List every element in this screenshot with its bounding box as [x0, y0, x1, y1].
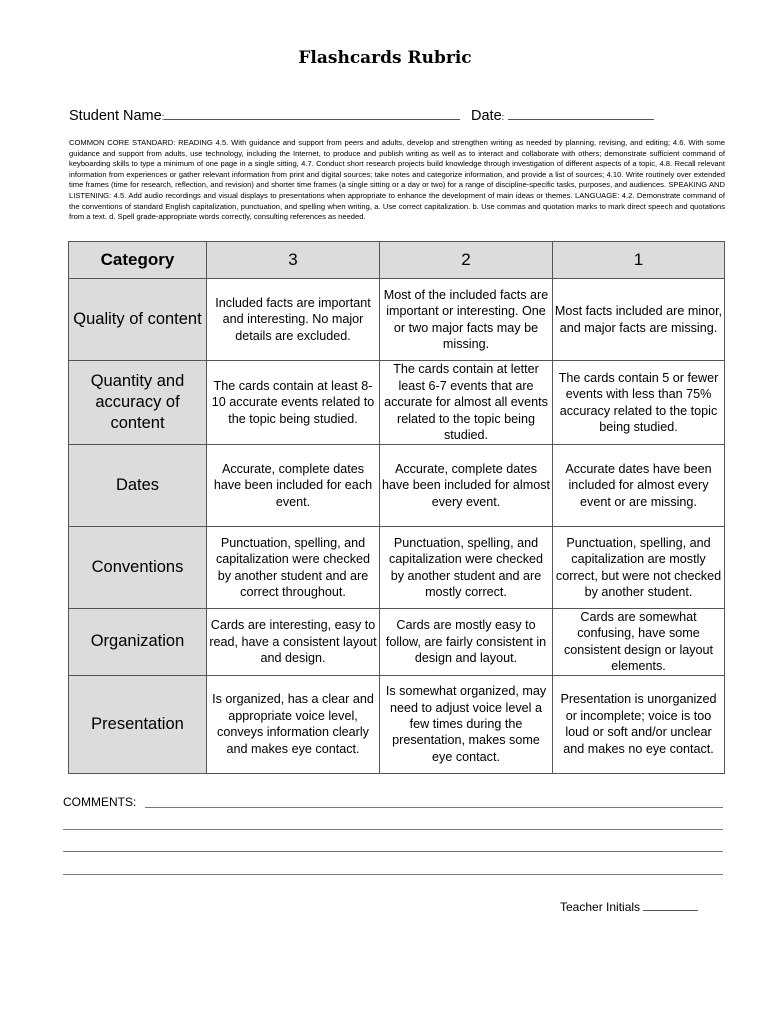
- header-category: Category: [69, 242, 207, 279]
- score-1-cell: Presentation is unorganized or incomplete; voice is too loud or soft and/or unclear and makes no eye contact.: [553, 675, 725, 773]
- score-2-cell: Accurate, complete dates have been included for almost every event.: [380, 445, 553, 527]
- student-name-field[interactable]: Student Name:: [69, 108, 460, 124]
- rubric-table: [68, 241, 725, 774]
- comments-line[interactable]: [63, 874, 723, 875]
- score-2-cell: Is somewhat organized, may need to adjust voice level a few times during the presentation, makes some eye contact.: [380, 675, 553, 773]
- rubric-header-row: [69, 242, 725, 279]
- rubric-row-quantity: [69, 361, 725, 445]
- rubric-row-conventions: [69, 527, 725, 609]
- rubric-row-dates: [69, 445, 725, 527]
- header-score-1: 1: [553, 242, 725, 279]
- teacher-initials-label: Teacher Initials: [560, 900, 641, 914]
- score-1-cell: Most facts included are minor, and major facts are missing.: [553, 279, 725, 361]
- score-1-cell: Accurate dates have been included for almost every event or are missing.: [553, 445, 725, 527]
- teacher-initials-field[interactable]: [560, 900, 698, 914]
- date-label: Date: [471, 108, 502, 124]
- score-1-cell: The cards contain 5 or fewer events with less than 75% accuracy related to the topic being studied.: [553, 361, 725, 445]
- score-3-cell: Is organized, has a clear and appropriate voice level, conveys information clearly and makes eye contact.: [207, 675, 380, 773]
- category-cell: Organization: [69, 609, 207, 676]
- date-blank[interactable]: [508, 119, 654, 120]
- rubric-row-quality: [69, 279, 725, 361]
- common-core-standard: COMMON CORE STANDARD: READING 4.5. With guidance and support from peers and adults, develop and strengthen writing as needed by planning, revising, and editing; 4.6. With some guidance and support from adults, use technology, including the Internet, to produce and publish writing as well as to interact and collaborate with others; demonstrate sufficient command of keyboarding skills to type a minimum of one page in a single sitting, 4.7. Conduct short research projects build knowledge through investigation of different aspects of a topic, 4.8. Recall relevant information from experiences or gather relevant information from print and digital sources; take notes and categorize information, and provide a list of sources; 4.10. Write routinely over extended time frames (time for research, reflection, and revision) and shorter time frames (a single sitting or a day or two) for a range of discipline-specific tasks, purposes, and audiences. SPEAKING AND LISTENING: 4.5. Add audio recordings and visual displays to presentations when appropriate to enhance the development of main ideas or themes. LANGUAGE: 4.2. Demonstrate command of the conventions of standard English capitalization, punctuation, and spelling when writing, a. Use correct capitalization. b. Use commas and quotation marks to mark direct speech and quotations from a text. d. Spell grade-appropriate words correctly, consulting references as needed.: [69, 138, 725, 222]
- score-2-cell: Cards are mostly easy to follow, are fairly consistent in design and layout.: [380, 609, 553, 676]
- category-cell: Dates: [69, 445, 207, 527]
- comments-line[interactable]: [63, 829, 723, 830]
- student-name-blank[interactable]: [164, 119, 460, 120]
- date-field[interactable]: Date:: [471, 108, 654, 124]
- student-name-label: Student Name: [69, 108, 162, 124]
- category-cell: Quantity and accuracy of content: [69, 361, 207, 445]
- comments-line[interactable]: [145, 807, 723, 808]
- score-1-cell: Cards are somewhat confusing, have some consistent design or layout elements.: [553, 609, 725, 676]
- page-title: Flashcards Rubric: [298, 48, 472, 68]
- score-3-cell: Punctuation, spelling, and capitalization were checked by another student and are correct throughout.: [207, 527, 380, 609]
- teacher-initials-blank[interactable]: [643, 910, 698, 911]
- score-2-cell: Punctuation, spelling, and capitalization were checked by another student and are mostly correct.: [380, 527, 553, 609]
- rubric-row-presentation: [69, 675, 725, 773]
- category-cell: Presentation: [69, 675, 207, 773]
- score-2-cell: The cards contain at letter least 6-7 events that are accurate for almost all events related to the topic being studied.: [380, 361, 553, 445]
- header-score-2: 2: [380, 242, 553, 279]
- comments-line[interactable]: [63, 851, 723, 852]
- category-cell: Conventions: [69, 527, 207, 609]
- header-score-3: 3: [207, 242, 380, 279]
- score-3-cell: Included facts are important and interesting. No major details are excluded.: [207, 279, 380, 361]
- score-1-cell: Punctuation, spelling, and capitalization are mostly correct, but were not checked by another student.: [553, 527, 725, 609]
- score-2-cell: Most of the included facts are important or interesting. One or two major facts may be missing.: [380, 279, 553, 361]
- score-3-cell: Accurate, complete dates have been included for each event.: [207, 445, 380, 527]
- category-cell: Quality of content: [69, 279, 207, 361]
- score-3-cell: Cards are interesting, easy to read, have a consistent layout and design.: [207, 609, 380, 676]
- comments-label: COMMENTS:: [63, 795, 137, 809]
- rubric-row-organization: [69, 609, 725, 676]
- score-3-cell: The cards contain at least 8-10 accurate events related to the topic being studied.: [207, 361, 380, 445]
